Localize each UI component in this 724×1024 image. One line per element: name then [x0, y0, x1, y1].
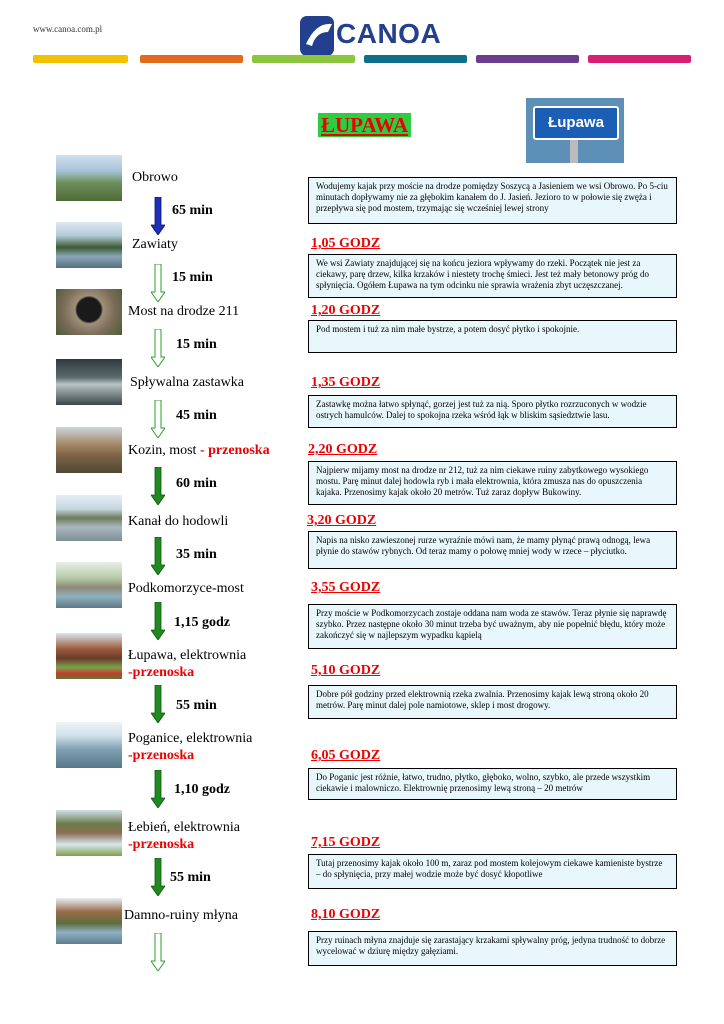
duration: 15 min: [176, 337, 217, 352]
cumulative-time: 1,35 GODZ: [311, 375, 381, 390]
photo-podkomorzyce: [56, 562, 122, 608]
arrow-down-icon: [151, 602, 165, 640]
photo-zastawka: [56, 359, 122, 405]
stop-obrowo: Obrowo: [132, 170, 178, 185]
stop-podkomorzyce: Podkomorzyce-most: [128, 581, 244, 596]
sign-post: [570, 140, 578, 163]
logo-text: CANOA: [336, 18, 442, 49]
stop-kozin: Kozin, most - przenoska: [128, 443, 270, 458]
portage-label: - przenoska: [199, 443, 270, 458]
color-bar-5: [476, 55, 579, 63]
duration: 15 min: [172, 270, 213, 285]
description-box: Pod mostem i tuż za nim małe bystrze, a potem dosyć płytko i spokojnie.: [308, 320, 677, 353]
arrow-down-icon: [151, 858, 165, 896]
lupawa-sign-photo: [526, 98, 624, 163]
stop-most-211: Most na drodze 211: [128, 304, 240, 319]
cumulative-time: 3,55 GODZ: [311, 580, 381, 595]
photo-most-211: [56, 289, 122, 335]
color-bar-4: [364, 55, 467, 63]
duration: 55 min: [170, 870, 211, 885]
arrow-down-icon: [151, 770, 165, 808]
stop-kanal: Kanał do hodowli: [128, 514, 229, 529]
arrow-down-icon: [151, 400, 165, 438]
photo-lebien: [56, 810, 122, 856]
cumulative-time: 2,20 GODZ: [308, 442, 378, 457]
stop-damno: Damno-ruiny młyna: [124, 908, 238, 923]
arrow-down-icon: [151, 197, 165, 235]
photo-kanal: [56, 495, 122, 541]
cumulative-time: 1,20 GODZ: [311, 303, 381, 318]
page-title: ŁUPAWA: [318, 113, 411, 137]
duration: 55 min: [176, 698, 217, 713]
description-box: Przy ruinach młyna znajduje się zarastający krzakami spływalny próg, jedyna trudność to dobrze wycelować w dziurę między gałęziami.: [308, 931, 677, 966]
portage-label: -przenoska: [128, 837, 195, 852]
portage-label: -przenoska: [128, 748, 195, 763]
website-url[interactable]: www.canoa.com.pl: [33, 24, 103, 34]
cumulative-time: 3,20 GODZ: [307, 513, 377, 528]
stop-zastawka: Spływalna zastawka: [130, 375, 244, 390]
duration: 65 min: [172, 203, 213, 218]
description-box: Napis na nisko zawieszonej rurze wyraźnie mówi nam, że mamy płynąć prawą odnogą, lewa płynie do stawów rybnych. Od teraz mamy o połowę mniej wody w rzece – płyciutko.: [308, 531, 677, 569]
description-box: Tutaj przenosimy kajak około 100 m, zaraz pod mostem kolejowym ciekawe kamieniste bystrze – do spłynięcia, przy małej wodzie może być dosyć kłopotliwe: [308, 854, 677, 889]
color-bar-2: [140, 55, 243, 63]
cumulative-time: 7,15 GODZ: [311, 835, 381, 850]
description-box: Najpierw mijamy most na drodze nr 212, tuż za nim ciekawe ruiny zabytkowego wysokiego mostu. Parę minut dalej hodowla ryb i mała elektrownia, która zmusza nas do opuszczenia kajaka. Przenosimy kajak około 20 metrów. Tuż zaraz dopływ Bukowiny.: [308, 461, 677, 505]
duration: 45 min: [176, 408, 217, 423]
arrow-down-icon: [151, 537, 165, 575]
color-bar-1: [33, 55, 128, 63]
cumulative-time: 8,10 GODZ: [311, 907, 381, 922]
description-box: Zastawkę można łatwo spłynąć, gorzej jest tuż za nią. Sporo płytko rozrzuconych w wodzie ostrych hamulców. Dalej to spokojna rzeka wśród łąk w bliskim sąsiedztwie lasu.: [308, 395, 677, 428]
arrow-down-icon: [151, 933, 165, 971]
description-box: Wodujemy kajak przy moście na drodze pomiędzy Soszycą a Jasieniem we wsi Obrowo. Po 5-ciu minutach dopływamy nie za głębokim kanałem do J. Jasień. Jezioro to w połowie się zwęża i przepływa się pod mostem, trzymając się wcześniej lewej strony: [308, 177, 677, 224]
description-box: Przy moście w Podkomorzycach zostaje oddana nam woda ze stawów. Teraz płynie się naprawdę szybko. Przez następne około 30 minut trzeba być uważnym, aby nie popełnić błędu, który może zakończyć się w najlepszym wypadku kąpielą: [308, 604, 677, 649]
photo-kozin: [56, 427, 122, 473]
description-box: We wsi Zawiaty znajdującej się na końcu jeziora wpływamy do rzeki. Początek nie jest za ciekawy, parę drzew, kilka krzaków i niestety trochę śmieci. Jest też mały betonowy próg do spłynięcia. Ogółem Łupawa na tym odcinku nie sprawia wrażenia zbyt uczęszczanej.: [308, 254, 677, 298]
stop-lebien: Łebień, elektrownia -przenoska: [128, 820, 240, 852]
arrow-down-icon: [151, 329, 165, 367]
photo-poganice: [56, 722, 122, 768]
cumulative-time: 1,05 GODZ: [311, 236, 381, 251]
stop-poganice: Poganice, elektrownia -przenoska: [128, 731, 253, 763]
duration: 60 min: [176, 476, 217, 491]
cumulative-time: 5,10 GODZ: [311, 663, 381, 678]
arrow-down-icon: [151, 685, 165, 723]
sign-text: Łupawa: [533, 106, 619, 140]
photo-zawiaty: [56, 222, 122, 268]
description-box: Do Poganic jest różnie, łatwo, trudno, płytko, głęboko, wolno, szybko, ale przede wszystkim ciekawie i malowniczo. Elektrownię przenosimy lewą stroną – 20 metrów: [308, 768, 677, 800]
description-box: Dobre pół godziny przed elektrownią rzeka zwalnia. Przenosimy kajak lewą stroną około 20 metrów. Parę minut dalej pole namiotowe, sklep i most drogowy.: [308, 685, 677, 719]
duration: 1,15 godz: [174, 615, 230, 630]
stop-zawiaty: Zawiaty: [132, 237, 178, 252]
photo-lupawa-elektrownia: [56, 633, 122, 679]
photo-damno: [56, 898, 122, 944]
color-bar-6: [588, 55, 691, 63]
stop-lupawa: Łupawa, elektrownia -przenoska: [128, 648, 247, 680]
portage-label: -przenoska: [128, 665, 195, 680]
cumulative-time: 6,05 GODZ: [311, 748, 381, 763]
duration: 1,10 godz: [174, 782, 230, 797]
arrow-down-icon: [151, 264, 165, 302]
color-bar-3: [252, 55, 355, 63]
photo-obrowo: [56, 155, 122, 201]
duration: 35 min: [176, 547, 217, 562]
arrow-down-icon: [151, 467, 165, 505]
